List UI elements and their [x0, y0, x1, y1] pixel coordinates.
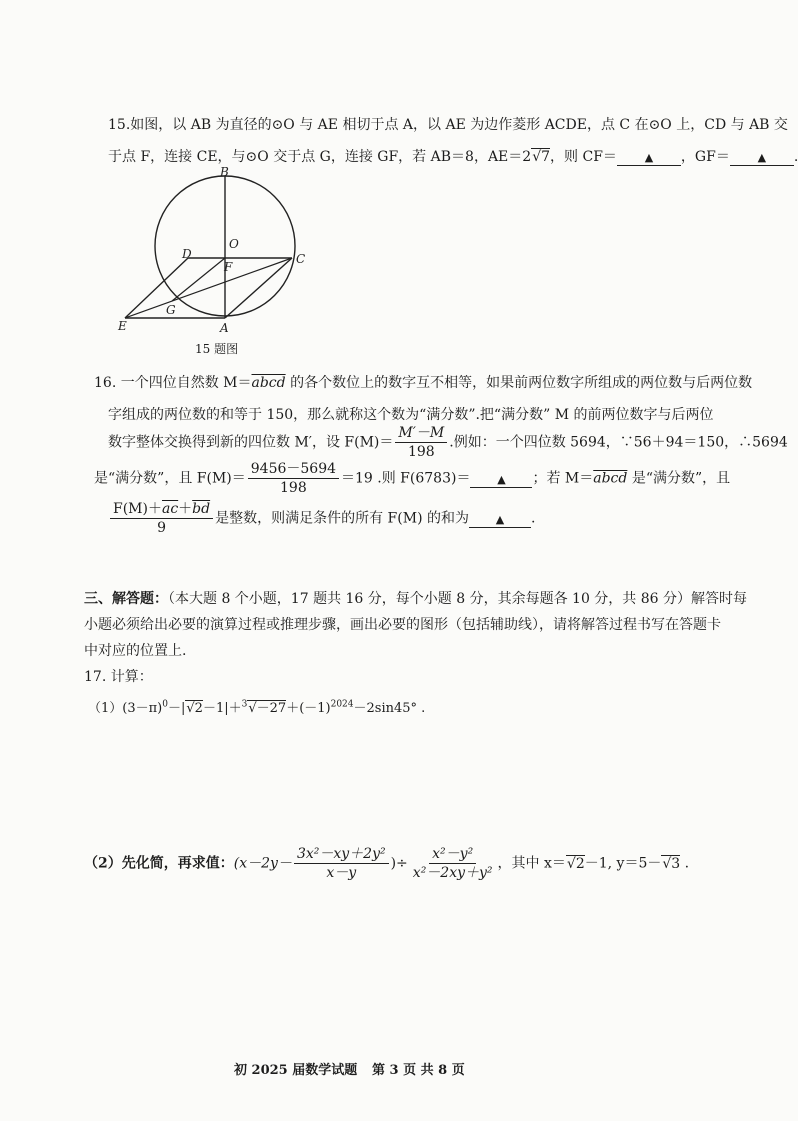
q16-line3: 数字整体交换得到新的四位数 M′，设 F(M)＝ $\frac{M'-M}{198}$ .例如：一个四位数 5694，∵56＋94＝150，∴5694	[108, 425, 788, 460]
q17-part1: $(1)(3-\pi)^0-|√2-1|+^3√-27+(-1)^{2024}-2\sin 45^\circ$ .	[88, 699, 426, 716]
q15-figure	[110, 165, 310, 358]
segment-ac	[225, 258, 292, 318]
q17-title: 17. 计算：	[84, 669, 153, 685]
label-b: B	[220, 165, 229, 179]
label-d: D	[182, 247, 192, 261]
q16-line1: 16. 一个四位自然数 M＝abcd 的各个数位上的数字互不相等，如果前两位数字所组成的两位数与后两位数	[94, 375, 753, 391]
q15-line2-cf: ，则 CF＝	[550, 149, 617, 165]
q16-fm-fraction: $\frac{M'-M}{198}$	[395, 424, 447, 461]
segment-ed	[125, 258, 188, 318]
q17-fraction1: $\frac{\text{3x²－xy＋2y²}}{x-y}$	[294, 845, 389, 882]
q15-sqrt7: √7	[532, 149, 551, 165]
label-o: O	[229, 237, 239, 251]
q17-part2: （2）先化简，再求值：(x－2y－ $\frac{\text{3x²－xy＋2y²}}{x-y}$ )÷ $\frac{\text{x²－y²}}{\text{x²－2xy＋y²}}$ ，其中 x＝√2－1, y＝5－√3 .	[84, 846, 690, 881]
q16-abcd: abcd	[251, 375, 286, 391]
label-c: C	[296, 252, 306, 266]
section3-line1: 三、解答题：（本大题 8 个小题，17 题共 16 分，每个小题 8 分，其余每题各 10 分，共 86 分）解答时每	[84, 591, 748, 607]
q15-blank-gf: ▲	[730, 149, 794, 166]
q16-example-fraction: $\frac{9456-5694}{198}$	[248, 460, 339, 497]
footer-page: 第 3 页 共 8 页	[372, 1063, 465, 1078]
label-f: F	[224, 260, 233, 274]
section3-line3: 中对应的位置上.	[84, 643, 187, 659]
q15-line2-text: 于点 F，连接 CE，与⊙O 交于点 G，连接 GF，若 AB＝8，AE＝2	[108, 149, 532, 165]
q17-fraction2: $\frac{\text{x²－y²}}{\text{x²－2xy＋y²}}$	[412, 846, 493, 881]
section3-line2: 小题必须给出必要的演算过程或推理步骤，画出必要的图形（包括辅助线），请将解答过程书写在答题卡	[84, 617, 721, 633]
q16-line4: 是“满分数”，且 F(M)＝ $\frac{9456-5694}{198}$ ＝19 .则 F(6783)＝ ▲ ；若 M＝abcd 是“满分数”，且	[94, 461, 731, 496]
q16-line5: $\frac{F(M)+\overline{ac}+\overline{bd}}{9}$ 是整数，则满足条件的所有 F(M) 的和为 ▲ .	[108, 500, 535, 537]
label-g: G	[166, 303, 176, 317]
section3-title: 三、解答题：	[84, 591, 168, 607]
q15-blank-cf: ▲	[617, 149, 681, 166]
q15-line2: 于点 F，连接 CE，与⊙O 交于点 G，连接 GF，若 AB＝8，AE＝2√7，则 CF＝ ▲ ，GF＝ ▲ .	[108, 149, 798, 165]
q16-blank-sum: ▲	[469, 511, 531, 528]
q16-blank-f6783: ▲	[470, 471, 532, 488]
q15-line1: 15.如图，以 AB 为直径的⊙O 与 AE 相切于点 A，以 AE 为边作菱形 ACDE，点 C 在⊙O 上，CD 与 AB 交	[108, 117, 788, 133]
footer-exam: 初 2025 届数学试题	[234, 1063, 358, 1078]
q16-line2: 字组成的两位数的和等于 150，那么就称这个数为“满分数”.把“满分数” M 的前两位数字与后两位	[108, 407, 714, 423]
q16-integer-fraction: $\frac{F(M)+\overline{ac}+\overline{bd}}{9}$	[110, 500, 213, 537]
label-e: E	[118, 319, 127, 333]
q15-line2-gf: ，GF＝	[680, 149, 730, 165]
segment-gf	[172, 258, 225, 301]
segment-ec	[125, 258, 292, 318]
label-a: A	[220, 321, 229, 335]
q15-figure-caption: 15 题图	[195, 342, 239, 356]
